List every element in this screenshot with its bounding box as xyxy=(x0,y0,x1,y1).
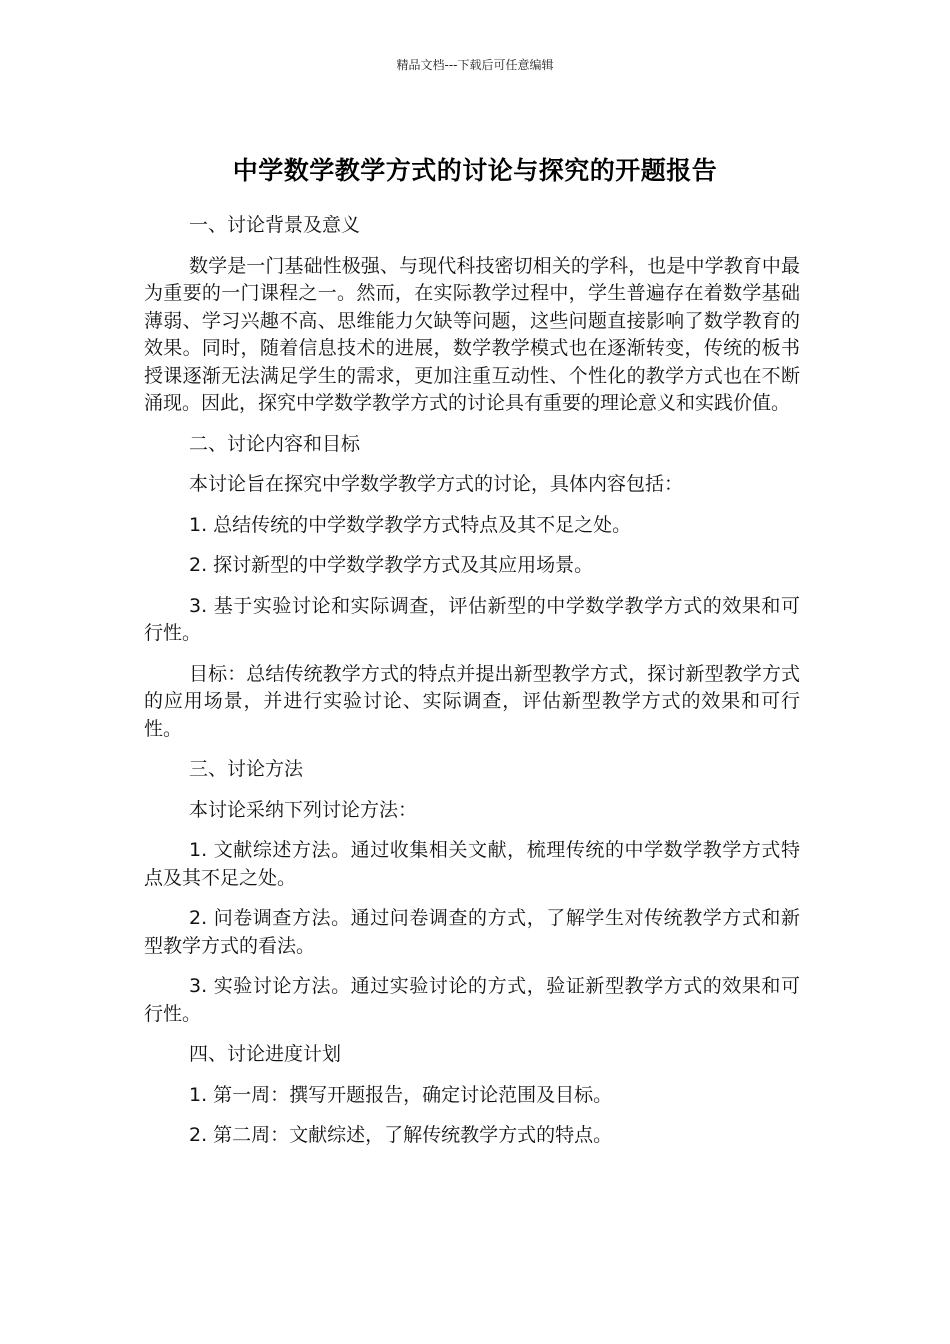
list-item-method-1: 1. 文献综述方法。通过收集相关文献，梳理传统的中学数学教学方式特点及其不足之处。 xyxy=(144,839,800,889)
list-item-content-1: 1. 总结传统的中学数学教学方式特点及其不足之处。 xyxy=(189,513,632,536)
header-note: 精品文档---下载后可任意编辑 xyxy=(396,58,554,72)
document-body xyxy=(144,212,800,1163)
list-item-content-2: 2. 探讨新型的中学数学教学方式及其应用场景。 xyxy=(189,554,594,576)
list-item-schedule-2: 2. 第二周：文献综述，了解传统教学方式的特点。 xyxy=(189,1124,613,1146)
list-item-method-2: 2. 问卷调查方法。通过问卷调查的方式，了解学生对传统教学方式和新型教学方式的看法。 xyxy=(144,907,800,957)
paragraph-goals: 目标：总结传统教学方式的特点并提出新型教学方式，探讨新型教学方式的应用场景，并进行实验讨论、实际调查，评估新型教学方式的效果和可行性。 xyxy=(144,662,800,740)
section-heading-background: 一、讨论背景及意义 xyxy=(189,214,361,236)
list-item-method-3: 3. 实验讨论方法。通过实验讨论的方式，验证新型教学方式的效果和可行性。 xyxy=(144,975,800,1025)
list-item-schedule-1: 1. 第一周：撰写开题报告，确定讨论范围及目标。 xyxy=(189,1083,613,1106)
section-heading-methods: 三、讨论方法 xyxy=(189,758,304,780)
list-item-content-3: 3. 基于实验讨论和实际调查，评估新型的中学数学教学方式的效果和可行性。 xyxy=(144,594,800,644)
paragraph-content-intro: 本讨论旨在探究中学数学教学方式的讨论，具体内容包括： xyxy=(189,473,684,495)
section-heading-schedule: 四、讨论进度计划 xyxy=(189,1043,342,1065)
paragraph-methods-intro: 本讨论采纳下列讨论方法： xyxy=(189,798,418,821)
section-heading-content-goals: 二、讨论内容和目标 xyxy=(189,432,361,455)
paragraph-background: 数学是一门基础性极强、与现代科技密切相关的学科，也是中学教育中最为重要的一门课程之一。然而，在实际教学过程中，学生普遍存在着数学基础薄弱、学习兴趣不高、思维能力欠缺等问题，这些问题直接影响了数学教育的效果。同时，随着信息技术的进展，数学教学模式也在逐渐转变，传统的板书授课逐渐无法满足学生的需求，更加注重互动性、个性化的教学方式也在不断涌现。因此，探究中学数学教学方式的讨论具有重要的理论意义和实践价值。 xyxy=(144,254,800,414)
document-title: 中学数学教学方式的讨论与探究的开题报告 xyxy=(232,155,718,185)
